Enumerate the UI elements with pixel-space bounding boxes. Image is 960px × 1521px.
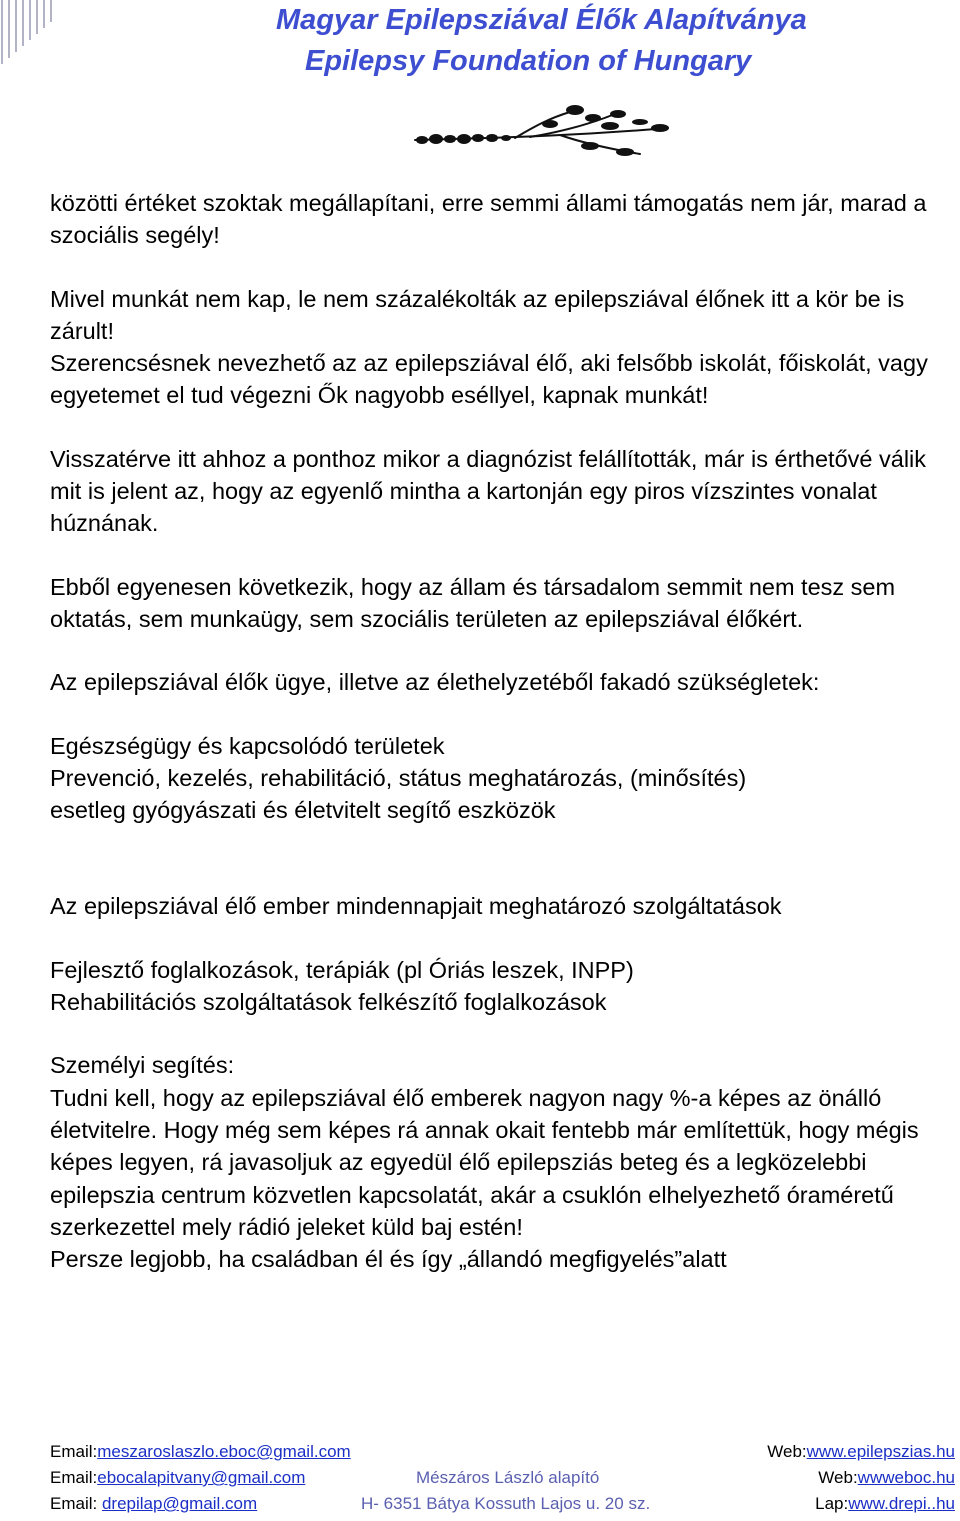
paragraph: Mivel munkát nem kap, le nem százalékolták az epilepsziával élőnek itt a kör be is zárult! xyxy=(50,285,905,344)
foundation-title-english: Epilepsy Foundation of Hungary xyxy=(305,45,752,77)
section-heading: Személyi segítés: xyxy=(50,1052,235,1079)
web-label: Web: xyxy=(767,1442,807,1461)
section-heading: Egészségügy és kapcsolódó területek xyxy=(50,732,445,759)
email-label: Email: xyxy=(50,1442,98,1461)
web-link[interactable]: wwweboc.hu xyxy=(857,1468,955,1487)
email-label: Email: xyxy=(50,1494,102,1513)
footer-email-1 xyxy=(50,1439,351,1465)
page-header xyxy=(0,0,960,185)
section-heading: Az epilepsziával élő ember mindennapjait meghatározó szolgáltatások xyxy=(50,893,782,920)
paragraph: Prevenció, kezelés, rehabilitáció, státus meghatározás, (minősítés) xyxy=(50,764,747,791)
lavender-sprig-icon xyxy=(410,104,675,164)
paragraph: Rehabilitációs szolgáltatások felkészítő foglalkozások xyxy=(50,989,607,1016)
paragraph: Visszatérve itt ahhoz a ponthoz mikor a diagnózist felállították, már is érthetővé válik mit is jelent az, hogy az egyenlő mintha a kartonján egy piros vízszintes vonalat húznának. xyxy=(50,445,927,537)
lap-link[interactable]: www.drepi..hu xyxy=(848,1494,955,1513)
paragraph: közötti értéket szoktak megállapítani, erre semmi állami támogatás nem jár, marad a szociális segély! xyxy=(50,190,927,249)
foundation-address: H- 6351 Bátya Kossuth Lajos u. 20 sz. xyxy=(361,1494,651,1513)
paragraph: Az epilepsziával élők ügye, illetve az élethelyzetéből fakadó szükségletek: xyxy=(50,669,820,696)
paragraph: Persze legjobb, ha családban él és így „állandó megfigyelés”alatt xyxy=(50,1246,727,1273)
footer-row xyxy=(50,1465,955,1491)
paragraph: Fejlesztő foglalkozások, terápiák (pl Óriás leszek, INPP) xyxy=(50,956,634,983)
foundation-title-hungarian: Magyar Epilepsziával Élők Alapítványa xyxy=(276,4,807,36)
web-label: Web: xyxy=(818,1468,858,1487)
paragraph: esetleg gyógyászati és életvitelt segítő eszközök xyxy=(50,797,556,824)
founder-name: Mészáros László alapító xyxy=(416,1468,600,1487)
page-footer xyxy=(50,1439,955,1517)
web-link[interactable]: www.epilepszias.hu xyxy=(806,1442,955,1461)
paragraph: Tudni kell, hogy az epilepsziával élő emberek nagyon nagy %-a képes az önálló életvitelre. Hogy még sem képes rá annak okait fentebb már említettük, hogy mégis képes legyen, rá javasoljuk az egyedül élő epilepsziás beteg és a legközelebbi epilepszia centrum közvetlen kapcsolatát, akár a csuklón elhelyezhető óraméretű szerkezettel mely rádió jeleket küld baj estén! xyxy=(50,1084,919,1240)
lap-label: Lap: xyxy=(815,1494,849,1513)
document-body xyxy=(50,187,930,1275)
footer-email-3 xyxy=(50,1491,257,1517)
footer-web-2 xyxy=(818,1465,955,1491)
email-label: Email: xyxy=(50,1468,98,1487)
footer-email-2 xyxy=(50,1465,305,1491)
paragraph: Szerencsésnek nevezhető az az epilepsziával élő, aki felsőbb iskolát, főiskolát, vagy egyetemet el tud végezni Ők nagyobb eséllyel, kapnak munkát! xyxy=(50,350,928,409)
footer-row xyxy=(50,1439,955,1465)
footer-web-1 xyxy=(767,1439,955,1465)
email-link[interactable]: drepilap@gmail.com xyxy=(101,1494,258,1513)
paragraph: Ebből egyenesen következik, hogy az állam és társadalom semmit nem tesz sem oktatás, sem munkaügy, sem szociális területen az epilepsziával élőkért. xyxy=(50,573,896,632)
email-link[interactable]: meszaroslaszlo.eboc@gmail.com xyxy=(97,1442,351,1461)
footer-lap xyxy=(815,1491,955,1517)
email-link[interactable]: ebocalapitvany@gmail.com xyxy=(97,1468,306,1487)
footer-row xyxy=(50,1491,955,1517)
